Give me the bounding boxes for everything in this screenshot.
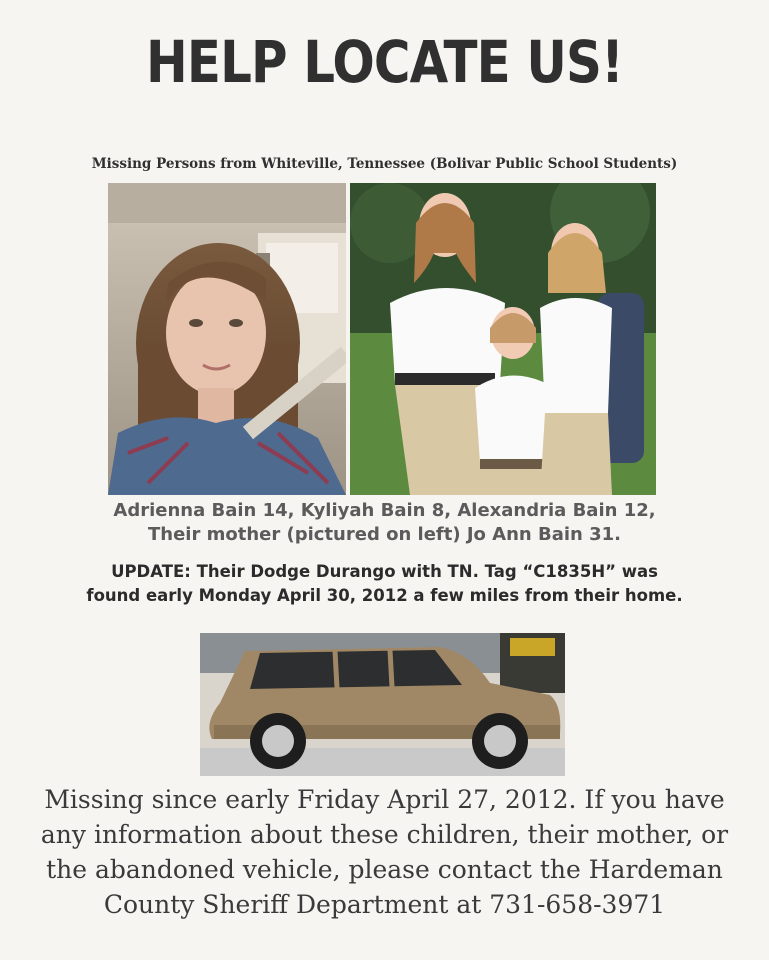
woman-photo [108, 183, 346, 495]
subtitle: Missing Persons from Whiteville, Tennessee (Bolivar Public School Students) [91, 156, 678, 172]
update-block [0, 560, 769, 608]
headline: HELP LOCATE US! [145, 28, 624, 96]
names-line-1: Adrienna Bain 14, Kyliyah Bain 8, Alexandria Bain 12, [113, 500, 656, 521]
missing-line-1: Missing since early Friday April 27, 2012. If you have [44, 785, 725, 814]
missing-line-4: County Sheriff Department at 731-658-3971 [103, 890, 666, 919]
update-line-2: found early Monday April 30, 2012 a few miles from their home. [86, 586, 683, 605]
girls-photo [350, 183, 656, 495]
missing-line-3: the abandoned vehicle, please contact the Hardeman [46, 855, 723, 884]
names-line-2: Their mother (pictured on left) Jo Ann Bain 31. [147, 524, 622, 545]
missing-notice [22, 782, 747, 922]
update-line-1: UPDATE: Their Dodge Durango with TN. Tag “C1835H” was [111, 562, 658, 581]
missing-line-2: any information about these children, their mother, or [40, 820, 729, 849]
names-block [0, 499, 769, 547]
car-photo [200, 633, 565, 776]
